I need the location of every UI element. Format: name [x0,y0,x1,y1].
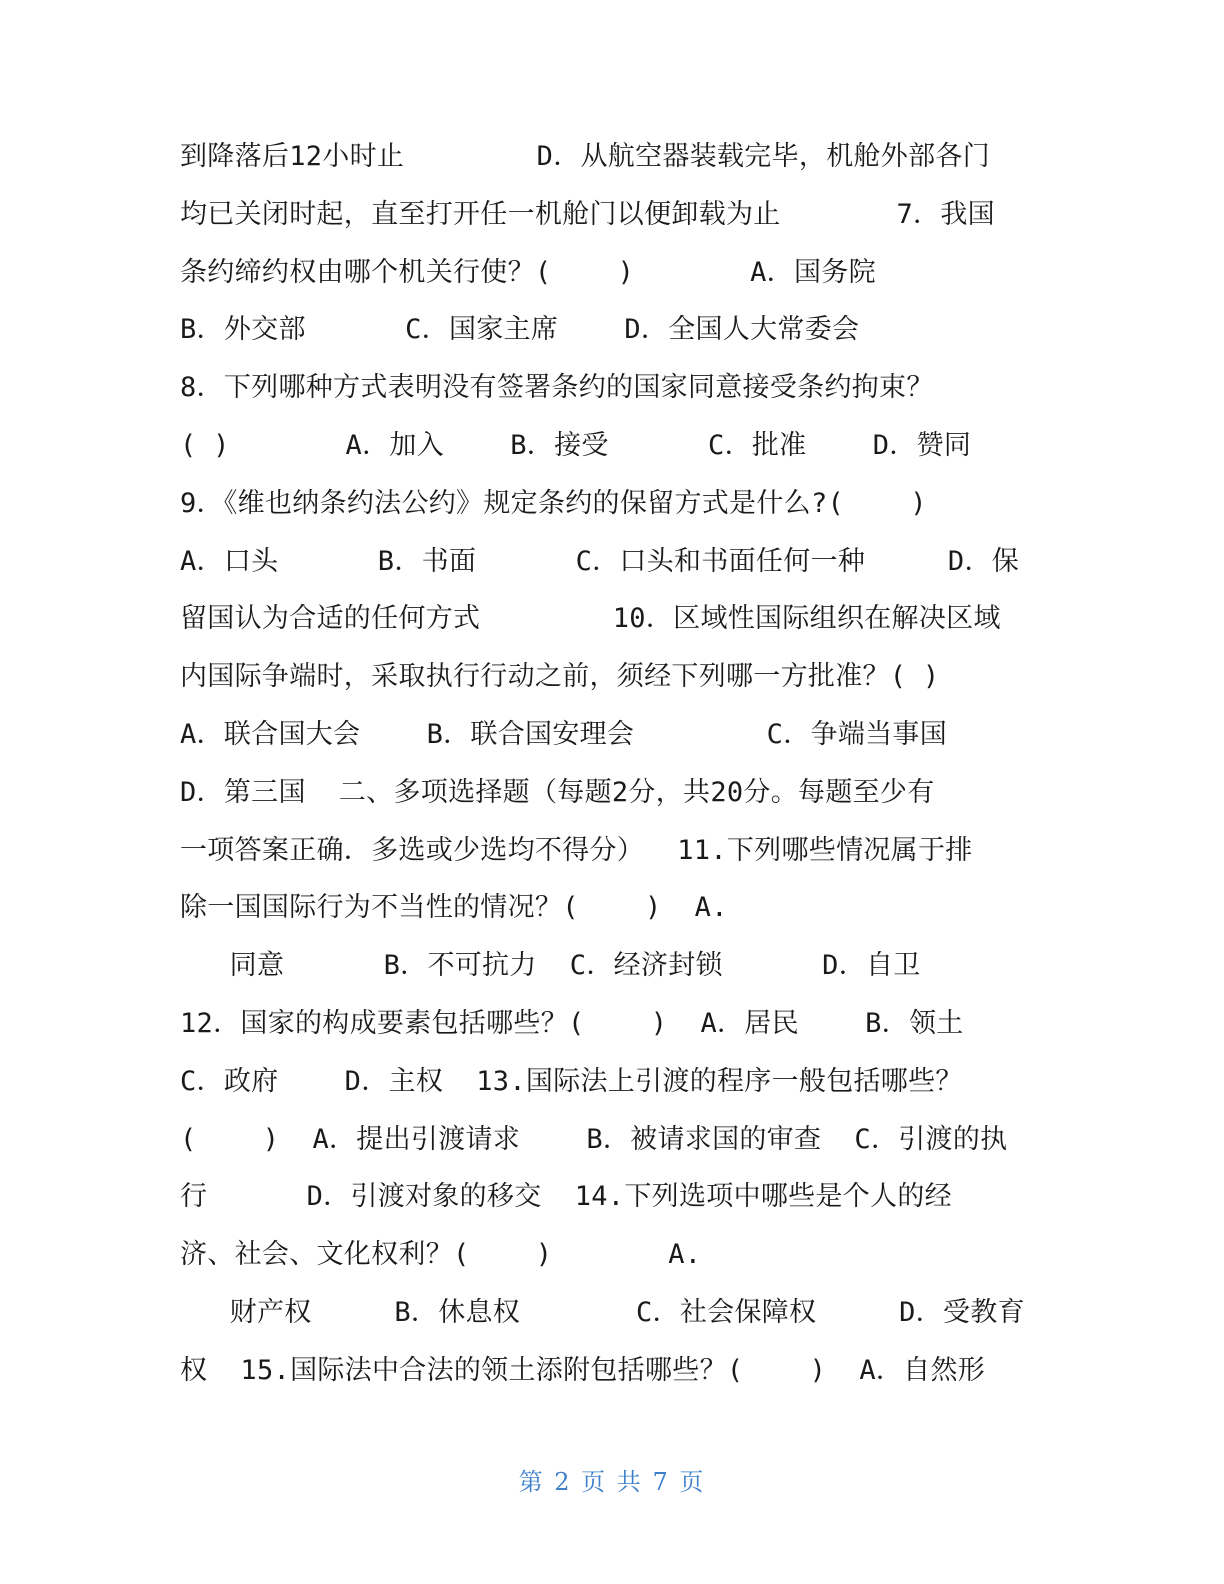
text-line: 条约缔约权由哪个机关行使？( ) A．国务院 [180,256,876,288]
text-line: C．政府 D．主权 13.国际法上引渡的程序一般包括哪些？ [180,1065,963,1097]
text-line: 除一国国际行为不当性的情况？( ) A. [180,892,728,924]
text-line: 济、社会、文化权利？( ) A. [180,1239,702,1271]
text-line: 12．国家的构成要素包括哪些？( ) A．居民 B．领土 [180,1007,964,1039]
text-line: D．第三国 二、多项选择题（每题2分，共20分。每题至少有 [180,776,935,808]
text-line: 9．《维也纳条约法公约》规定条约的保留方式是什么?( ) [180,487,927,519]
page-footer: 第 2 页 共 7 页 [518,1468,706,1496]
text-line: 一项答案正确．多选或少选均不得分） 11.下列哪些情况属于排 [180,834,973,866]
document-body [180,128,1040,1400]
text-line: 均已关闭时起，直至打开任一机舱门以便卸载为止 7．我国 [180,198,995,230]
text-line: 同意 B．不可抗力 C．经济封锁 D．自卫 [180,950,921,982]
text-line: B．外交部 C．国家主席 D．全国人大常委会 [180,314,860,346]
text-line: A．口头 B．书面 C．口头和书面任何一种 D．保 [180,545,1020,577]
text-line: A．联合国大会 B．联合国安理会 C．争端当事国 [180,718,948,750]
text-line: 内国际争端时，采取执行行动之前，须经下列哪一方批准？( ) [180,661,940,693]
text-line: ( ) A．提出引渡请求 B．被请求国的审查 C．引渡的执 [180,1123,1008,1155]
text-line: 财产权 B．休息权 C．社会保障权 D．受教育 [180,1296,1025,1328]
text-line: 到降落后12小时止 D．从航空器装载完毕，机舱外部各门 [180,141,991,172]
text-line: 行 D．引渡对象的移交 14.下列选项中哪些是个人的经 [180,1181,952,1213]
text-line: 8．下列哪种方式表明没有签署条约的国家同意接受条约拘束？ [180,372,934,404]
text-line: ( ) A．加入 B．接受 C．批准 D．赞同 [180,429,972,461]
text-line: 留国认为合适的任何方式 10．区域性国际组织在解决区域 [180,603,1001,635]
text-line: 权 15.国际法中合法的领土添附包括哪些？( ) A．自然形 [180,1354,986,1386]
